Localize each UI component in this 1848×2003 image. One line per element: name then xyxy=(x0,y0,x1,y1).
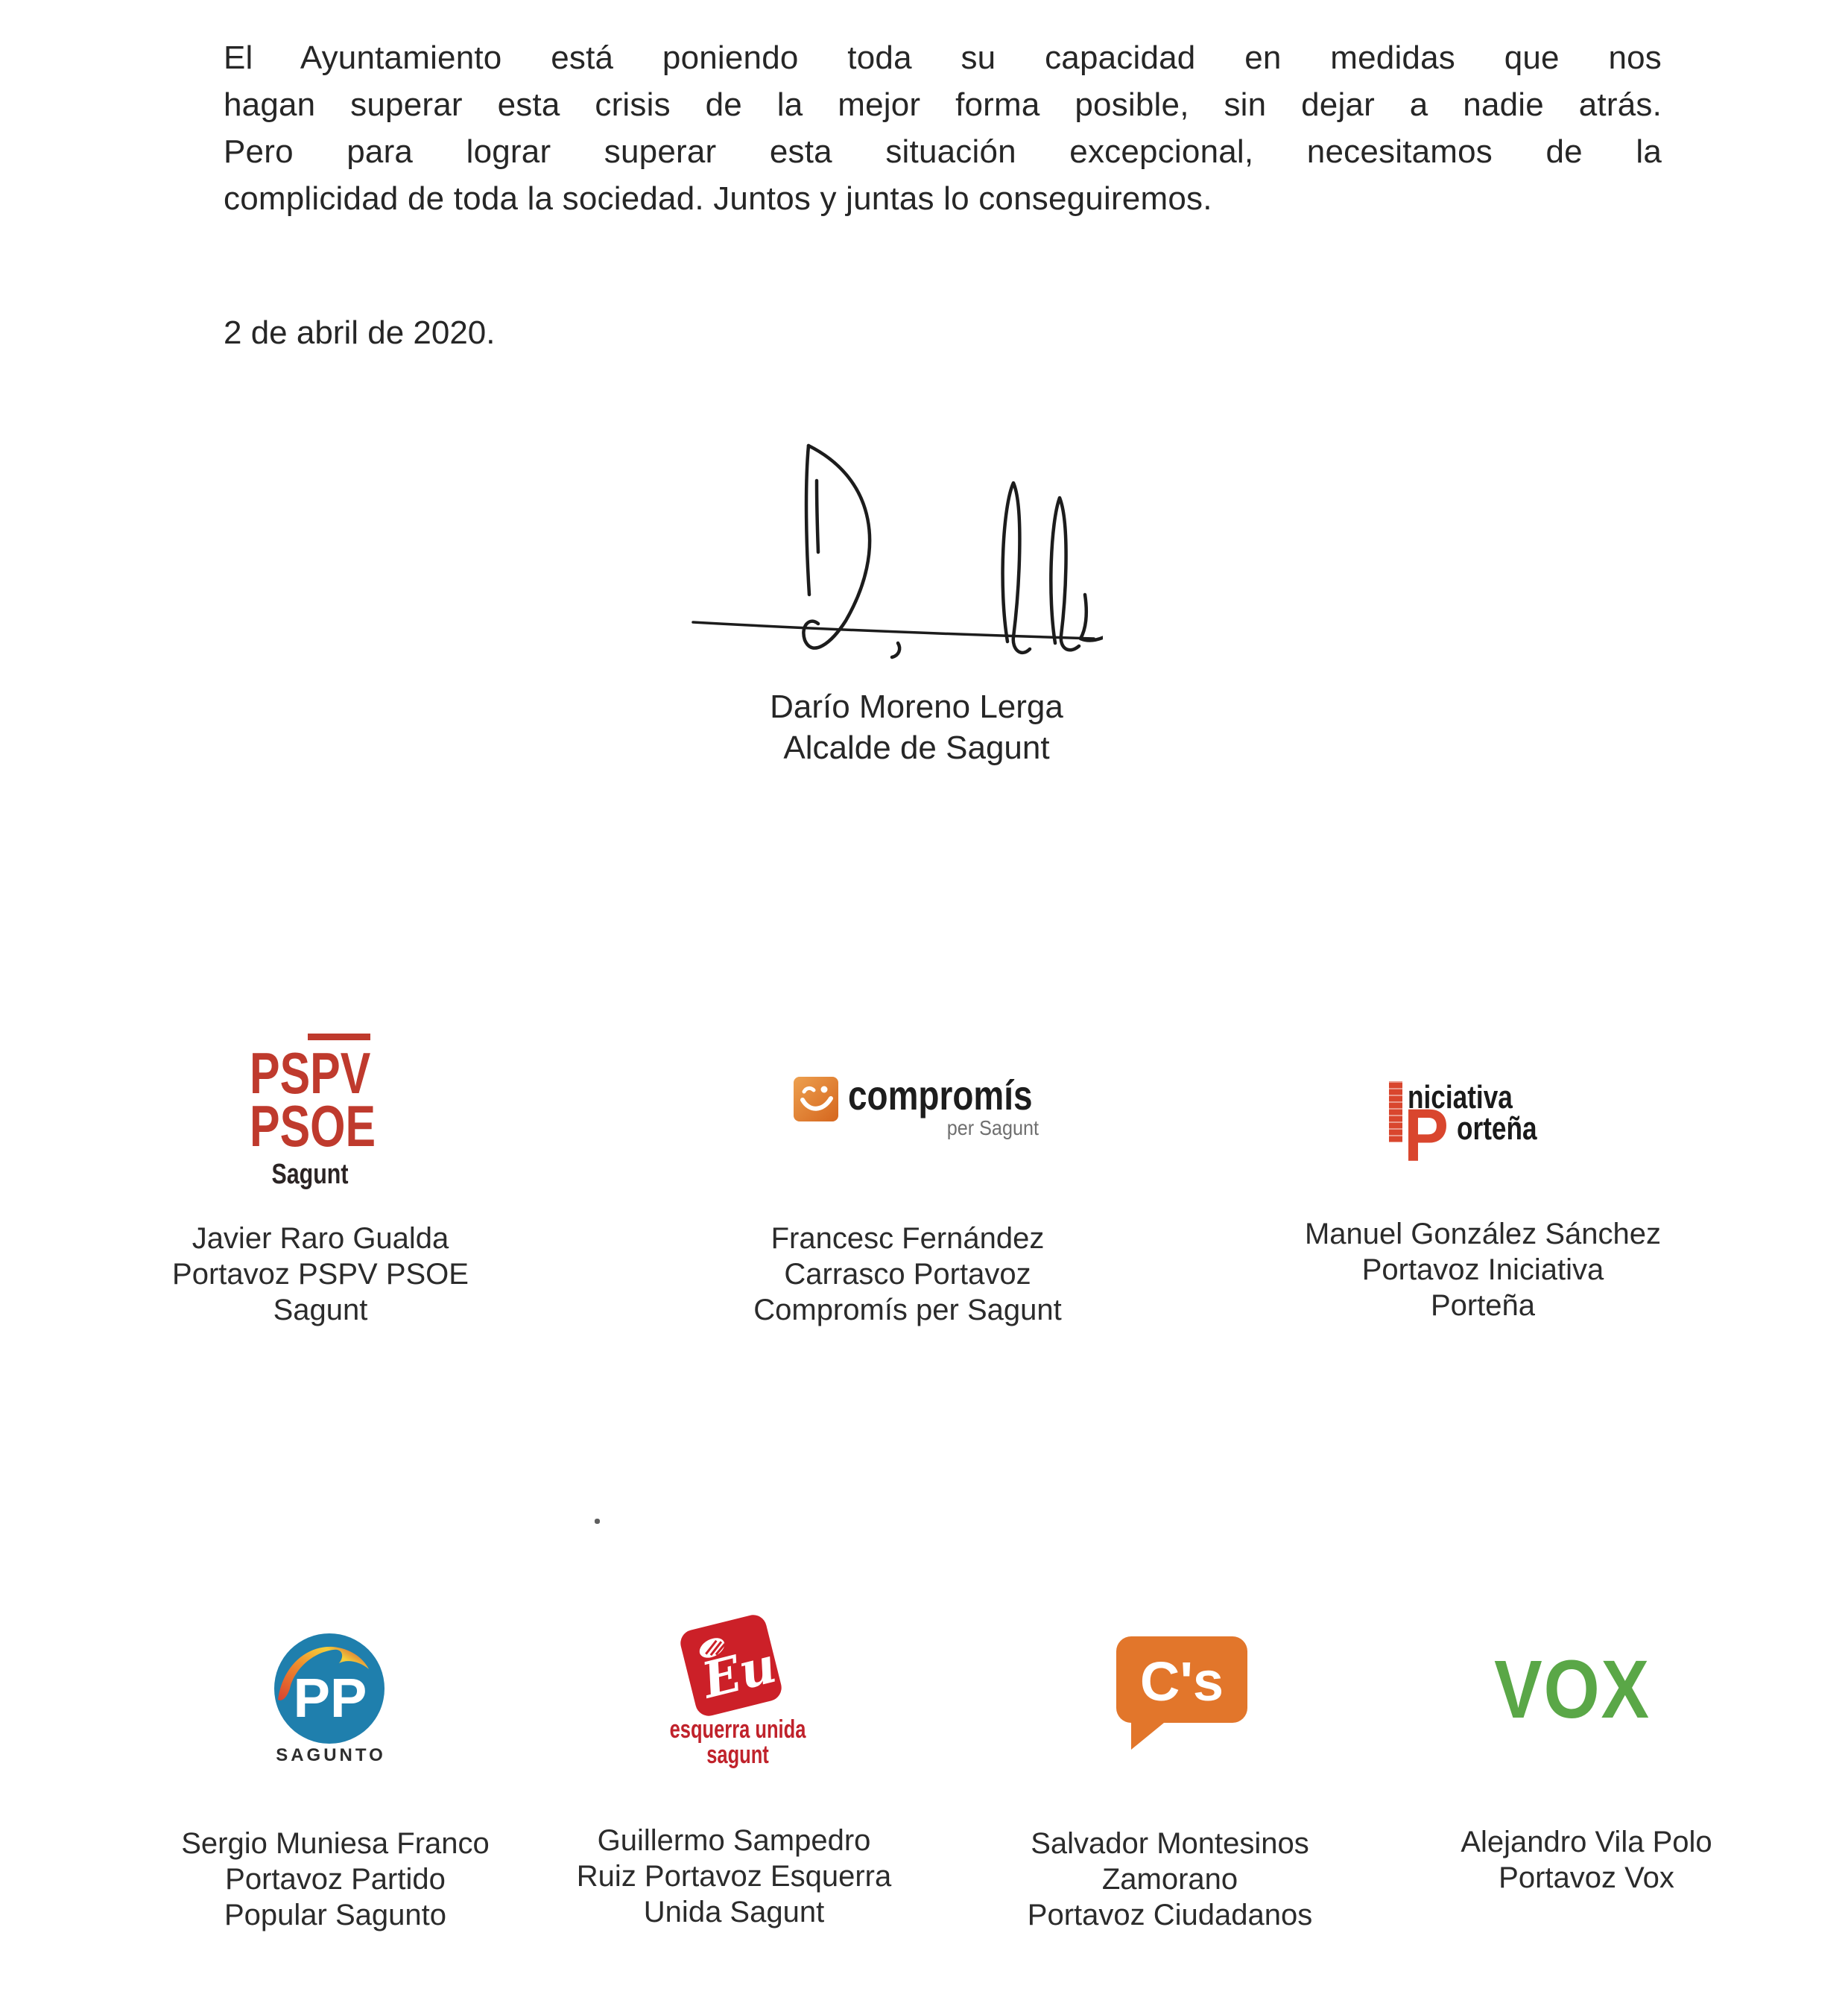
eu-emblem-icon xyxy=(674,1609,788,1723)
spokesperson-line: Manuel González Sánchez xyxy=(1304,1218,1662,1250)
eu-brand-text: Eu xyxy=(696,1635,782,1710)
spokesperson-line: Javier Raro Gualda xyxy=(192,1222,449,1255)
cs-brand-text: C's xyxy=(1139,1651,1224,1712)
spokesperson-line: Guillermo Sampedro xyxy=(597,1824,871,1857)
compromis-spokesperson xyxy=(699,1221,1116,1328)
scan-artifact-dot xyxy=(595,1519,600,1524)
paragraph-line: El Ayuntamiento está poniendo toda su capacidad en medidas que nos xyxy=(224,39,1662,76)
ip-wordmark-top: niciativa xyxy=(1408,1079,1513,1116)
spokesperson-line: Salvador Montesinos xyxy=(1031,1827,1309,1860)
spokesperson-line: Francesc Fernández xyxy=(770,1222,1045,1255)
pspv-wordmark-line2: PSOE xyxy=(250,1093,376,1159)
cs-spokesperson xyxy=(961,1826,1379,1933)
compromis-wordmark xyxy=(848,1072,1039,1140)
compromis-logo xyxy=(793,1072,1039,1140)
spokesperson-line: Popular Sagunto xyxy=(224,1899,446,1931)
paragraph-line: complicidad de toda la sociedad. Juntos y juntas lo conseguiremos. xyxy=(224,180,1212,217)
body-paragraph xyxy=(224,34,1662,222)
spokesperson-line: Portavoz Vox xyxy=(1499,1861,1674,1894)
pp-sagunto-label: SAGUNTO xyxy=(276,1745,386,1765)
compromis-sub-text: per Sagunt xyxy=(946,1116,1039,1139)
pspv-sagunt-label: Sagunt xyxy=(271,1159,349,1190)
spokesperson-line: Portavoz PSPV PSOE xyxy=(172,1258,469,1291)
pp-brand-text: PP xyxy=(293,1667,367,1729)
eu-spokesperson xyxy=(525,1823,943,1930)
pp-logo xyxy=(265,1623,395,1748)
signatory-name: Darío Moreno Lerga xyxy=(770,689,1063,725)
ip-letter-p: P xyxy=(1404,1094,1449,1177)
spokesperson-line: Sergio Muniesa Franco xyxy=(181,1827,490,1860)
spokesperson-line: Compromís per Sagunt xyxy=(753,1294,1062,1326)
spokesperson-line: Sagunt xyxy=(273,1294,368,1326)
spokesperson-line: Alejandro Vila Polo xyxy=(1461,1826,1712,1858)
signatory-title: Alcalde de Sagunt xyxy=(783,730,1050,766)
pp-spokesperson xyxy=(127,1826,544,1933)
eu-wordmark-line1: esquerra unida xyxy=(669,1715,806,1744)
ip-wordmark-bottom: orteña xyxy=(1457,1110,1537,1147)
ciudadanos-logo xyxy=(1115,1635,1249,1753)
pspv-spokesperson xyxy=(112,1221,529,1328)
spokesperson-line: Zamorano xyxy=(1101,1863,1238,1896)
paragraph-line: Pero para lograr superar esta situación excepcional, necesitamos de la xyxy=(224,133,1662,170)
signatory-block xyxy=(693,686,1140,768)
eu-wordmark-line2: sagunt xyxy=(706,1741,769,1769)
spokesperson-line: Ruiz Portavoz Esquerra xyxy=(576,1860,892,1893)
spokesperson-line: Unida Sagunt xyxy=(643,1896,825,1928)
spokesperson-line: Portavoz Partido xyxy=(225,1863,446,1896)
pspv-accent-bar xyxy=(308,1034,370,1040)
spokesperson-line: Portavoz Ciudadanos xyxy=(1027,1899,1313,1931)
pspv-wordmark-line1: PSPV xyxy=(250,1040,371,1106)
spokesperson-line: Porteña xyxy=(1430,1289,1536,1322)
vox-logo: VOX xyxy=(1494,1644,1651,1735)
iniciativa-portena-logo xyxy=(1389,1079,1583,1183)
paragraph-line: hagan superar esta crisis de la mejor forma posible, sin dejar a nadie atrás. xyxy=(224,86,1662,123)
handwritten-signature xyxy=(686,434,1103,680)
vox-spokesperson xyxy=(1378,1824,1795,1896)
compromis-brand-text: compromís xyxy=(848,1072,1033,1118)
letter-date: 2 de abril de 2020. xyxy=(224,314,496,351)
pspv-psoe-logo xyxy=(250,1034,376,1191)
ip-letter-i-bar xyxy=(1389,1081,1402,1142)
ip-spokesperson xyxy=(1274,1216,1692,1323)
spokesperson-line: Carrasco Portavoz xyxy=(784,1258,1031,1291)
compromis-smiley-icon xyxy=(793,1076,839,1122)
spokesperson-line: Portavoz Iniciativa xyxy=(1361,1253,1604,1286)
esquerra-unida-logo xyxy=(674,1609,788,1723)
